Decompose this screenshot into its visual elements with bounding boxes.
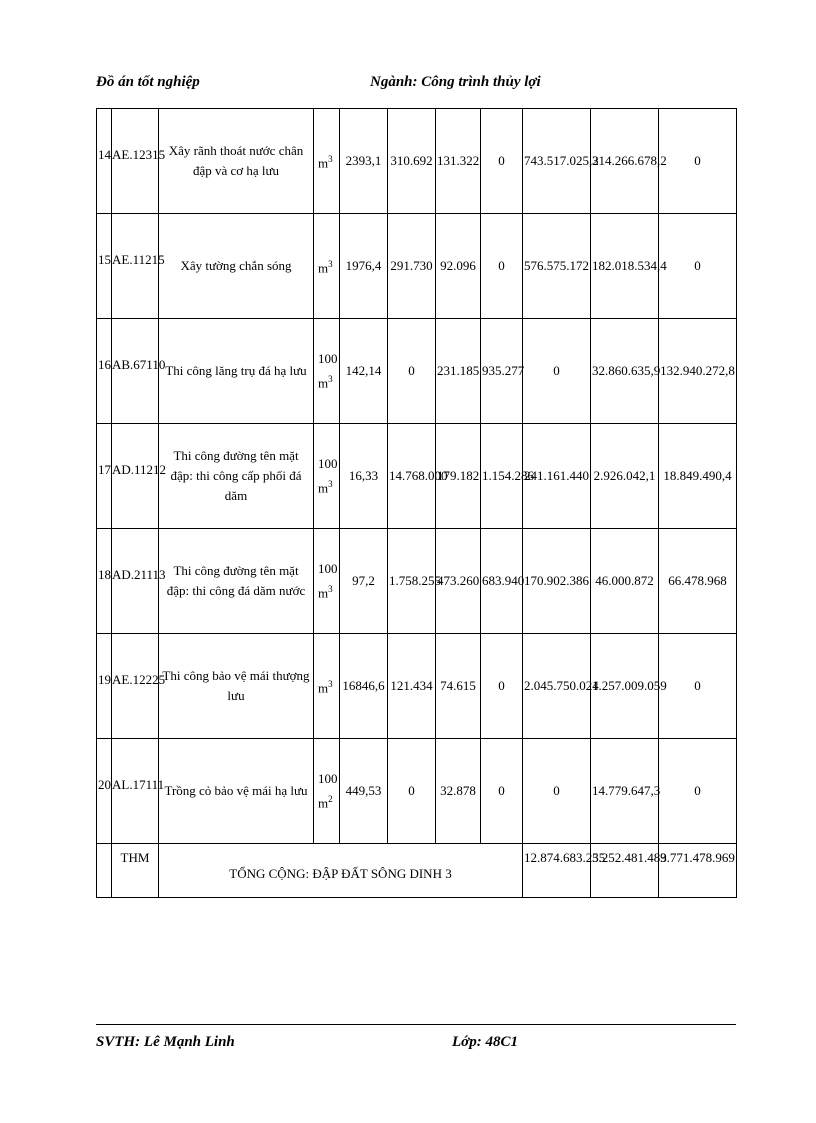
footer-student: SVTH: Lê Mạnh Linh — [96, 1034, 235, 1050]
material-cost-cell: 2.045.750.024 — [523, 634, 591, 739]
machine-unit-price-cell: 0 — [481, 109, 523, 214]
total-stt-cell — [97, 844, 112, 898]
work-code-cell: AD.11212 — [112, 424, 159, 529]
quantity-cell: 142,14 — [340, 319, 388, 424]
unit-exponent: 2 — [328, 793, 333, 804]
material-unit-price-cell: 0 — [388, 739, 436, 844]
table-body — [97, 109, 737, 844]
total-code-cell: THM — [112, 844, 159, 898]
machine-cost-cell: 0 — [659, 739, 737, 844]
total-labor-cost-cell: 5.252.481.483 — [591, 844, 659, 898]
row-number-cell: 18 — [97, 529, 112, 634]
row-number-cell: 15 — [97, 214, 112, 319]
unit-base: m — [318, 260, 329, 276]
header-project-title: Đồ án tốt nghiệp — [96, 74, 200, 90]
quantity-cell: 16,33 — [340, 424, 388, 529]
machine-unit-price-cell: 0 — [481, 634, 523, 739]
work-code-cell: AL.17111 — [112, 739, 159, 844]
material-unit-price-cell: 0 — [388, 319, 436, 424]
row-number-cell: 16 — [97, 319, 112, 424]
machine-cost-cell: 0 — [659, 214, 737, 319]
material-cost-cell: 0 — [523, 739, 591, 844]
table-row — [97, 529, 737, 634]
unit-exponent: 3 — [328, 153, 333, 164]
labor-cost-cell: 32.860.635,9 — [591, 319, 659, 424]
unit-cell — [314, 529, 340, 634]
table-row — [97, 214, 737, 319]
labor-unit-price-cell: 74.615 — [436, 634, 481, 739]
machine-unit-price-cell: 1.154.286 — [481, 424, 523, 529]
quantity-cell: 449,53 — [340, 739, 388, 844]
labor-cost-cell: 46.000.872 — [591, 529, 659, 634]
machine-cost-cell: 132.940.272,8 — [659, 319, 737, 424]
description-cell: Thi công đường tên mặt đập: thi công cấp phối đá dăm — [159, 424, 314, 529]
footer-divider — [96, 1024, 736, 1025]
unit-exponent: 3 — [328, 258, 333, 269]
unit-base: m — [318, 795, 329, 811]
work-code-cell: AE.12225 — [112, 634, 159, 739]
material-cost-cell: 170.902.386 — [523, 529, 591, 634]
table-row — [97, 109, 737, 214]
material-unit-price-cell: 310.692 — [388, 109, 436, 214]
machine-unit-price-cell: 0 — [481, 739, 523, 844]
unit-cell — [314, 319, 340, 424]
table-row — [97, 319, 737, 424]
labor-cost-cell: 1.257.009.059 — [591, 634, 659, 739]
row-number-cell: 19 — [97, 634, 112, 739]
unit-cell — [314, 424, 340, 529]
work-code-cell: AE.11215 — [112, 214, 159, 319]
header-major: Ngành: Công trình thủy lợi — [370, 74, 541, 90]
machine-unit-price-cell: 0 — [481, 214, 523, 319]
material-unit-price-cell: 291.730 — [388, 214, 436, 319]
machine-unit-price-cell: 683.940 — [481, 529, 523, 634]
material-cost-cell: 241.161.440 — [523, 424, 591, 529]
unit-base: m — [318, 680, 329, 696]
unit-prefix: 100 — [318, 350, 338, 366]
quantity-cell: 97,2 — [340, 529, 388, 634]
machine-cost-cell: 0 — [659, 634, 737, 739]
machine-unit-price-cell: 935.277 — [481, 319, 523, 424]
labor-unit-price-cell: 473.260 — [436, 529, 481, 634]
unit-exponent: 3 — [328, 583, 333, 594]
labor-cost-cell: 314.266.678,2 — [591, 109, 659, 214]
cost-estimate-table — [96, 108, 737, 898]
material-cost-cell: 743.517.025,2 — [523, 109, 591, 214]
work-code-cell: AD.21113 — [112, 529, 159, 634]
total-machine-cost-cell: 9.771.478.969 — [659, 844, 737, 898]
unit-base: m — [318, 155, 329, 171]
unit-cell — [314, 214, 340, 319]
material-unit-price-cell: 1.758.255 — [388, 529, 436, 634]
unit-exponent: 3 — [328, 373, 333, 384]
material-unit-price-cell: 14.768.000 — [388, 424, 436, 529]
work-code-cell: AE.12315 — [112, 109, 159, 214]
total-label-cell: TỔNG CỘNG: ĐẬP ĐẤT SÔNG DINH 3 — [159, 844, 523, 898]
labor-unit-price-cell: 179.182 — [436, 424, 481, 529]
labor-cost-cell: 14.779.647,3 — [591, 739, 659, 844]
table-row — [97, 634, 737, 739]
table-row — [97, 424, 737, 529]
description-cell: Xây tường chắn sóng — [159, 214, 314, 319]
quantity-cell: 2393,1 — [340, 109, 388, 214]
unit-base: m — [318, 480, 329, 496]
unit-prefix: 100 — [318, 455, 338, 471]
labor-unit-price-cell: 131.322 — [436, 109, 481, 214]
quantity-cell: 16846,6 — [340, 634, 388, 739]
total-row — [97, 844, 737, 898]
description-cell: Trồng cỏ bảo vệ mái hạ lưu — [159, 739, 314, 844]
description-cell: Thi công lăng trụ đá hạ lưu — [159, 319, 314, 424]
unit-cell — [314, 109, 340, 214]
quantity-cell: 1976,4 — [340, 214, 388, 319]
footer-class: Lớp: 48C1 — [452, 1034, 518, 1050]
material-cost-cell: 0 — [523, 319, 591, 424]
unit-cell — [314, 739, 340, 844]
labor-cost-cell: 182.018.534,4 — [591, 214, 659, 319]
row-number-cell: 14 — [97, 109, 112, 214]
description-cell: Thi công bảo vệ mái thượng lưu — [159, 634, 314, 739]
unit-exponent: 3 — [328, 678, 333, 689]
work-code-cell: AB.67110 — [112, 319, 159, 424]
labor-unit-price-cell: 32.878 — [436, 739, 481, 844]
unit-prefix: 100 — [318, 770, 338, 786]
unit-prefix: 100 — [318, 560, 338, 576]
labor-unit-price-cell: 231.185 — [436, 319, 481, 424]
description-cell: Thi công đường tên mặt đập: thi công đá dăm nước — [159, 529, 314, 634]
machine-cost-cell: 18.849.490,4 — [659, 424, 737, 529]
material-unit-price-cell: 121.434 — [388, 634, 436, 739]
unit-base: m — [318, 375, 329, 391]
description-cell: Xây rãnh thoát nước chân đập và cơ hạ lưu — [159, 109, 314, 214]
table-row — [97, 739, 737, 844]
machine-cost-cell: 66.478.968 — [659, 529, 737, 634]
machine-cost-cell: 0 — [659, 109, 737, 214]
row-number-cell: 17 — [97, 424, 112, 529]
labor-unit-price-cell: 92.096 — [436, 214, 481, 319]
material-cost-cell: 576.575.172 — [523, 214, 591, 319]
unit-exponent: 3 — [328, 478, 333, 489]
row-number-cell: 20 — [97, 739, 112, 844]
labor-cost-cell: 2.926.042,1 — [591, 424, 659, 529]
total-material-cost-cell: 12.874.683.235 — [523, 844, 591, 898]
unit-cell — [314, 634, 340, 739]
unit-base: m — [318, 585, 329, 601]
